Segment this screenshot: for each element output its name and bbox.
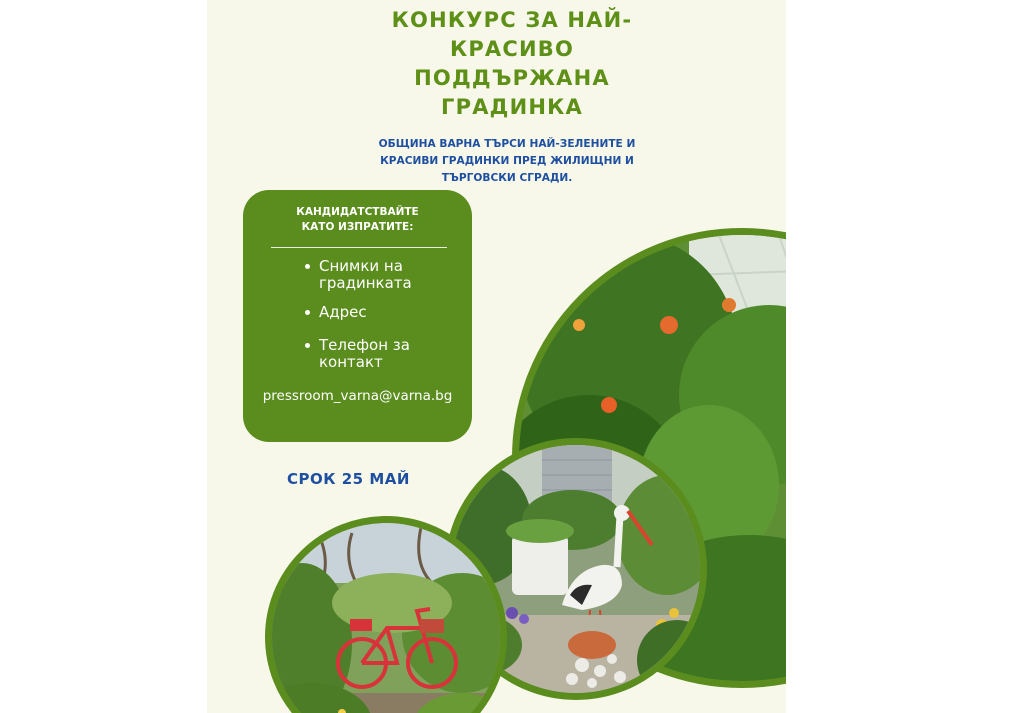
card-divider [271, 247, 447, 248]
poster-title [207, 6, 677, 122]
requirement-address: Адрес [305, 304, 439, 321]
title-line: КРАСИВО [449, 37, 575, 61]
subtitle-line: ОБЩИНА ВАРНА ТЪРСИ НАЙ-ЗЕЛЕНИТЕ И [378, 138, 636, 150]
requirement-phone: Телефон за контакт [305, 337, 439, 371]
title-line: ГРАДИНКА [441, 95, 583, 119]
contact-email[interactable]: pressroom_varna@varna.bg [262, 388, 453, 404]
poster-subtitle [357, 136, 657, 187]
title-line: ПОДДЪРЖАНА [414, 66, 610, 90]
application-card [243, 190, 472, 442]
bicycle-garden-illustration [272, 523, 500, 713]
card-heading-line: КАНДИДАТСТВАЙТЕ [296, 206, 419, 218]
subtitle-line: КРАСИВИ ГРАДИНКИ ПРЕД ЖИЛИЩНИ И [380, 155, 634, 167]
requirement-photos: Снимки на градинката [305, 258, 439, 292]
card-heading-line: КАТО ИЗПРАТИТЕ: [301, 221, 414, 233]
requirements-list [305, 258, 439, 371]
subtitle-line: ТЪРГОВСКИ СГРАДИ. [441, 172, 573, 184]
poster [207, 0, 786, 713]
deadline-text: СРОК 25 МАЙ [287, 470, 410, 488]
title-line: КОНКУРС ЗА НАЙ- [391, 8, 633, 32]
card-heading [243, 205, 472, 235]
